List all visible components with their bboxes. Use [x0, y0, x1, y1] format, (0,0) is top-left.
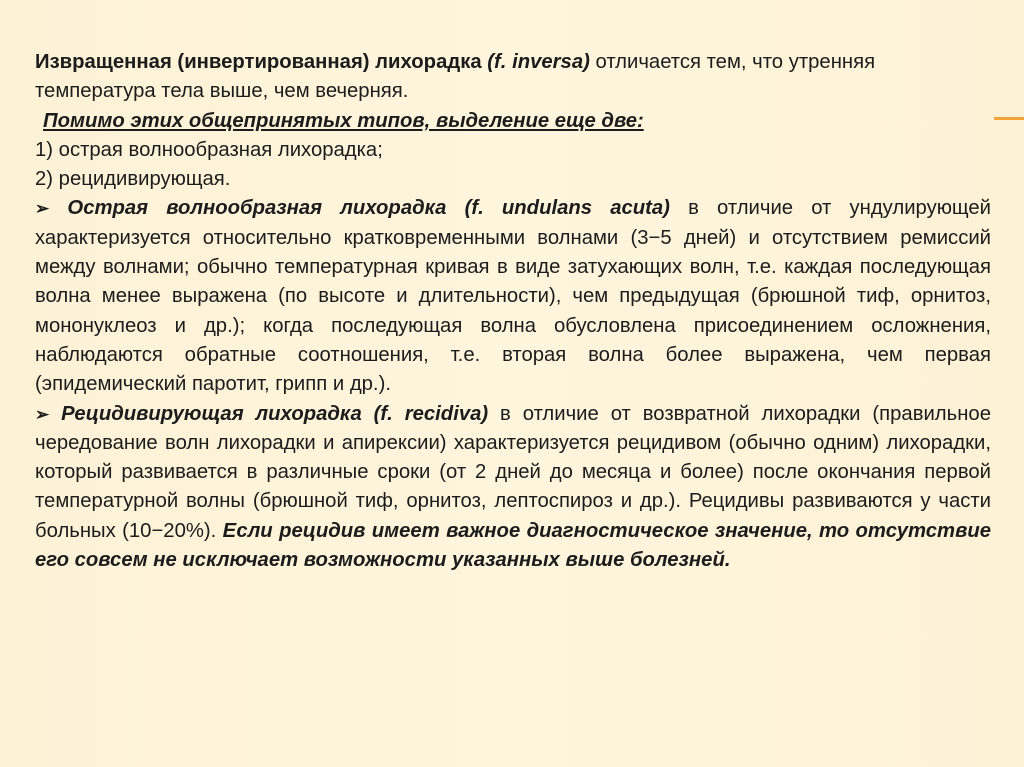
text-undulans: в отличие от ундулирующей характеризуется относительно кратковременными волнами (3−5 дней) и отсутствием ремиссий между волнами; обычно температурная кривая в виде затухающих волн, т.е. каждая последующая волна менее выражена (по высоте и длительности), чем предыдущая (брюшной тиф, орнитоз, мононуклеоз и др.); когда последующая волна обусловлена присоединением осложнения, наблюдаются обратные соотношения, т.е. вторая волна более выражена, чем первая (эпидемический паротит, грипп и др.). — [35, 197, 991, 396]
term-undulans: Острая волнообразная лихорадка (f. undulans acuta) — [67, 197, 670, 220]
paragraph-inversa — [35, 48, 991, 107]
list-item-1: 1) острая волнообразная лихорадка; — [35, 138, 383, 161]
heading-additional-types: Помимо этих общепринятых типов, выделение еще две: — [43, 109, 644, 132]
text-recidiva: в отличие от возвратной лихорадки (правильное чередование волн лихорадки и апирексии) характеризуется рецидивом (обычно одним) лихорадки, который развивается в различные сроки (от 2 дней до месяца и более) после окончания первой температурной волны (брюшной тиф, орнитоз, лептоспироз и др.). Рецидивы развиваются у части больных (10−20%). — [35, 402, 991, 542]
latin-inversa: (f. inversa) — [487, 51, 590, 73]
list-item-2: 2) рецидивирующая. — [35, 168, 231, 191]
term-inversa: Извращенная (инвертированная) лихорадка — [35, 51, 482, 73]
bullet-undulans — [35, 194, 991, 399]
bullet-recidiva — [35, 400, 991, 576]
arrowhead-bullet-icon: ➢ — [35, 404, 50, 424]
emphasis-recidiva: Если рецидив имеет важное диагностическое значение, то отсутствие его совсем не исключает возможности указанных выше болезней. — [35, 519, 991, 572]
accent-line — [994, 117, 1024, 120]
text-inversa: отличается тем, что утренняя температура тела выше, чем вечерняя. — [35, 51, 876, 103]
arrowhead-bullet-icon: ➢ — [35, 199, 50, 219]
slide-content — [35, 48, 991, 575]
term-recidiva: Рецидивирующая лихорадка (f. recidiva) — [61, 402, 489, 425]
